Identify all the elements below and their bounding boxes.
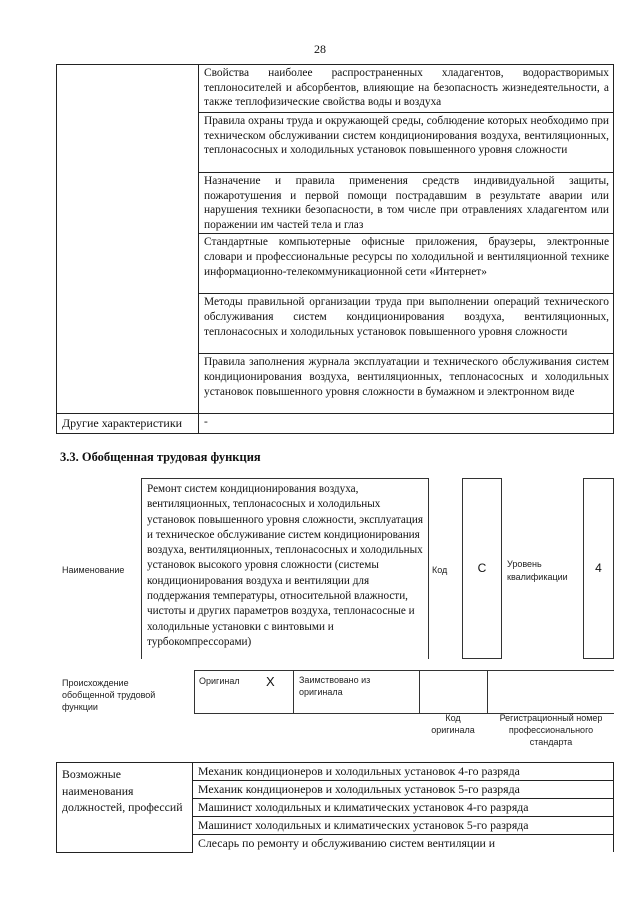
- requirement-item: Свойства наиболее распространенных хладагентов, водорастворимых теплоносителей и абсорбентов, влияющие на безопасность жизнедеятельности, а также теплофизические свойства воды и воздуха: [199, 65, 614, 113]
- original-label: Оригинал: [199, 676, 240, 686]
- qualification-level-value: 4: [595, 561, 602, 575]
- code-label: Код: [432, 565, 448, 575]
- origin-divider: [487, 671, 488, 713]
- job-titles-label: Возможные наименования должностей, профессий: [57, 763, 193, 853]
- original-check-mark: X: [266, 674, 275, 689]
- requirement-item: Правила заполнения журнала эксплуатации и технического обслуживания систем кондиционирования воздуха, вентиляционных, теплонасосных и холодильных установок повышенного уровня сложности в бумажном и электронном виде: [199, 354, 614, 414]
- other-characteristics-label: Другие характеристики: [57, 414, 199, 434]
- qualification-level-label: Уровень квалификации: [507, 559, 568, 582]
- section-title: 3.3. Обобщенная трудовая функция: [60, 450, 261, 464]
- job-title-item: Машинист холодильных и климатических установок 4-го разряда: [193, 799, 614, 817]
- origin-label: Происхождение обобщенной трудовой функции: [62, 678, 156, 712]
- origin-divider: [419, 671, 420, 713]
- page-number: 28: [314, 42, 326, 56]
- job-title-item: Слесарь по ремонту и обслуживанию систем вентиляции и: [193, 835, 614, 853]
- job-titles-table: [56, 762, 614, 853]
- requirement-item: Методы правильной организации труда при выполнении операций технического обслуживания систем кондиционирования воздуха, вентиляционных, теплонасосных и холодильных установок повышенного уровня сложности: [199, 294, 614, 354]
- knowledge-requirements-table: [56, 64, 614, 434]
- empty-label-cell: [57, 65, 199, 414]
- job-title-item: Машинист холодильных и климатических установок 5-го разряда: [193, 817, 614, 835]
- job-title-item: Механик кондиционеров и холодильных установок 4-го разряда: [193, 763, 614, 781]
- requirement-item: Стандартные компьютерные офисные приложения, браузеры, электронные словари и профессиональные ресурсы по холодильной и вентиляционной технике информационно-телекоммуникационной сети «Интернет»: [199, 234, 614, 294]
- origin-divider: [194, 671, 195, 713]
- borrowed-label: Заимствовано из оригинала: [299, 675, 371, 697]
- origin-frame: [194, 670, 614, 714]
- qualification-level-box: [583, 478, 614, 659]
- registration-number-caption: Регистрационный номер профессионального стандарта: [499, 713, 603, 747]
- function-name-box: [141, 478, 429, 659]
- code-box: [462, 478, 502, 659]
- name-label: Наименование: [62, 565, 125, 575]
- other-characteristics-value: -: [199, 414, 614, 434]
- origin-divider: [293, 671, 294, 713]
- code-value: С: [477, 561, 487, 575]
- requirement-item: Назначение и правила применения средств индивидуальной защиты, пожаротушения и первой помощи пострадавшим в результате аварии или нарушения техники безопасности, в том числе при отравлениях хладагентом или поражении им частей тела и глаз: [199, 173, 614, 234]
- function-name-text: Ремонт систем кондиционирования воздуха, вентиляционных, теплонасосных и холодильных установок повышенного уровня сложности, эксплуатация и техническое обслуживание систем кондиционирования воздуха, вентиляционных, теплонасосных и холодильных установок высокого уровня сложности (системы кондиционирования воздуха и вентиляции для поддержания температуры, относительной влажности, чистоты и других параметров воздуха, теплонасосные и холодильные установки с винтовыми и турбокомпрессорами): [147, 483, 423, 648]
- requirement-item: Правила охраны труда и окружающей среды, соблюдение которых необходимо при техническом обслуживании систем кондиционирования воздуха, вентиляционных, теплонасосных и холодильных установок повышенного уровня сложности: [199, 113, 614, 173]
- job-title-item: Механик кондиционеров и холодильных установок 5-го разряда: [193, 781, 614, 799]
- original-code-caption: Код оригинала: [431, 713, 475, 735]
